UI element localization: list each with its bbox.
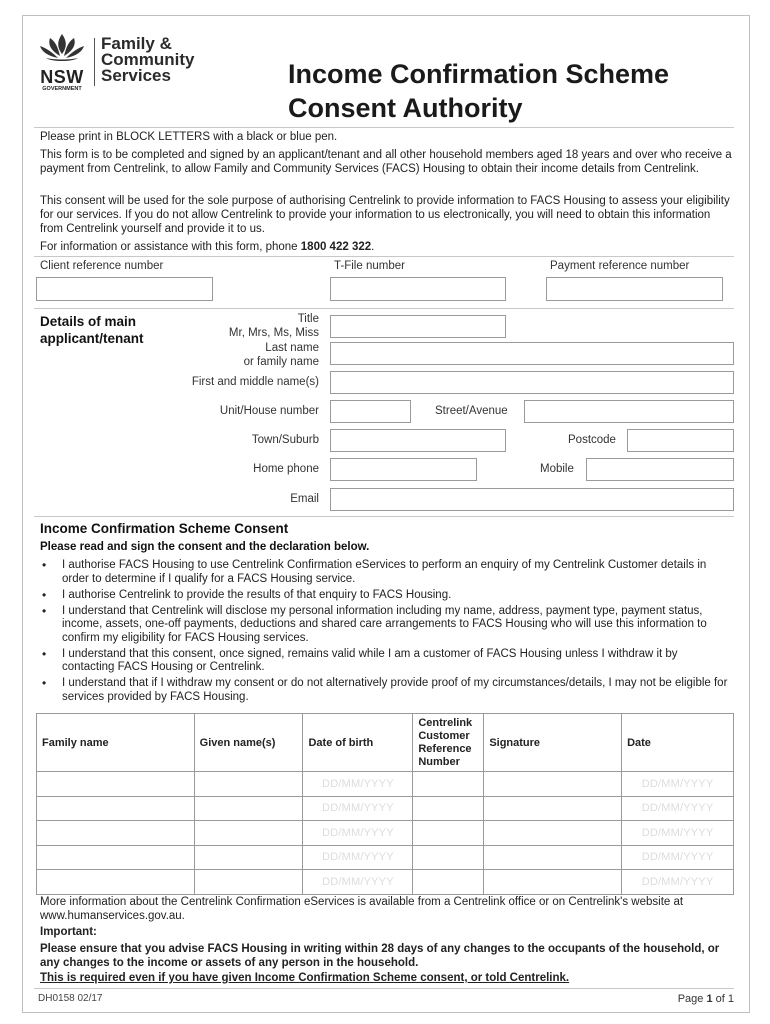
crn-cell[interactable] [413, 796, 484, 821]
crn-cell[interactable] [413, 845, 484, 870]
col-crn: Centrelink Customer Reference Number [413, 714, 484, 772]
col-date-of-birth: Date of birth [303, 714, 413, 772]
list-item: • I understand that Centrelink will disclose my personal information including my name, address, payment type, payment status, income, assets, one-off payments, deductions and shared care arrangements to FACS Housing who will use this information to confirm my eligibility for FACS Housing services. [40, 605, 732, 646]
family-name-cell[interactable] [37, 796, 195, 821]
postcode-input[interactable] [627, 429, 734, 452]
tfile-input[interactable] [330, 277, 506, 301]
form-title: Income Confirmation Scheme Consent Authority [288, 59, 670, 123]
col-family-name: Family name [37, 714, 195, 772]
details-heading: Details of main applicant/tenant [40, 314, 144, 346]
signature-cell[interactable] [484, 845, 622, 870]
date-cell[interactable]: DD/MM/YYYY [622, 845, 734, 870]
table-row [37, 772, 734, 797]
unit-input[interactable] [330, 400, 411, 423]
email-input[interactable] [330, 488, 734, 511]
unit-label: Unit/House number [219, 405, 319, 417]
important-label: Important: [40, 926, 97, 938]
given-names-cell[interactable] [194, 870, 303, 895]
town-label: Town/Suburb [251, 434, 319, 446]
sole-purpose-text: This consent will be used for the sole purpose of authorising Centrelink to provide information to FACS Housing to assess your eligibility for our services. If you do not allow Centrelink to provide your information to us electronically, you will need to obtain this information from Centrelink yourself and provide it to us. [40, 195, 730, 235]
government-wordmark: GOVERNMENT [42, 86, 82, 92]
mobile-input[interactable] [586, 458, 734, 481]
nsw-logo [36, 32, 88, 92]
family-name-cell[interactable] [37, 821, 195, 846]
signature-cell[interactable] [484, 870, 622, 895]
crn-cell[interactable] [413, 772, 484, 797]
home-phone-input[interactable] [330, 458, 477, 481]
first-names-input[interactable] [330, 371, 734, 394]
payment-ref-input[interactable] [546, 277, 723, 301]
col-signature: Signature [484, 714, 622, 772]
client-ref-input[interactable] [36, 277, 213, 301]
consent-bullets [40, 559, 732, 707]
table-row [37, 845, 734, 870]
list-item: • I understand that this consent, once signed, remains valid while I am a customer of FACS Housing unless I withdraw it by contacting FACS Housing or Centrelink. [40, 648, 732, 675]
home-phone-label: Home phone [253, 463, 319, 475]
dob-cell[interactable]: DD/MM/YYYY [303, 821, 413, 846]
ensure-text: Please ensure that you advise FACS Housing in writing within 28 days of any changes to the occupants of the household, or any changes to the income or assets of any person in the household. [40, 943, 720, 969]
tfile-label: T-File number [334, 260, 405, 272]
page-number: Page 1 of 1 [677, 993, 734, 1005]
agency-name: Family & Community Services [101, 34, 195, 85]
divider [34, 308, 734, 309]
crn-cell[interactable] [413, 821, 484, 846]
divider [34, 127, 734, 128]
first-names-label: First and middle name(s) [191, 376, 319, 388]
mobile-label: Mobile [540, 463, 574, 475]
consent-subheading: Please read and sign the consent and the declaration below. [40, 541, 370, 553]
list-item: • I authorise Centrelink to provide the results of that enquiry to FACS Housing. [40, 589, 732, 603]
phone-number: 1800 422 322 [300, 241, 372, 253]
list-item: • I understand that if I withdraw my consent or do not alternatively provide proof of my circumstances/details, I may not be eligible for services provided by FACS Housing. [40, 677, 732, 704]
family-name-cell[interactable] [37, 845, 195, 870]
dob-cell[interactable]: DD/MM/YYYY [303, 845, 413, 870]
given-names-cell[interactable] [194, 821, 303, 846]
town-input[interactable] [330, 429, 506, 452]
info-text: For information or assistance with this form, phone 1800 422 322. [40, 241, 375, 253]
table-row [37, 870, 734, 895]
form-code: DH0158 02/17 [38, 993, 103, 1004]
dob-cell[interactable]: DD/MM/YYYY [303, 772, 413, 797]
last-name-input[interactable] [330, 342, 734, 365]
given-names-cell[interactable] [194, 772, 303, 797]
postcode-label: Postcode [568, 434, 616, 446]
list-item: • I authorise FACS Housing to use Centrelink Confirmation eServices to perform an enquiry of my Centrelink Customer details in order to determine if I qualify for a FACS Housing service. [40, 559, 732, 586]
date-cell[interactable]: DD/MM/YYYY [622, 772, 734, 797]
required-text: This is required even if you have given Income Confirmation Scheme consent, or told Centrelink. [40, 972, 570, 984]
dob-cell[interactable]: DD/MM/YYYY [303, 796, 413, 821]
date-cell[interactable]: DD/MM/YYYY [622, 821, 734, 846]
last-name-label: Last name or family name [243, 342, 319, 368]
signature-table [36, 713, 734, 895]
divider [34, 256, 734, 257]
client-ref-label: Client reference number [40, 260, 164, 272]
table-header-row [37, 714, 734, 772]
table-row [37, 796, 734, 821]
signature-cell[interactable] [484, 772, 622, 797]
divider [34, 516, 734, 517]
table-row [37, 821, 734, 846]
family-name-cell[interactable] [37, 772, 195, 797]
signature-cell[interactable] [484, 821, 622, 846]
email-label: Email [290, 493, 319, 505]
date-cell[interactable]: DD/MM/YYYY [622, 870, 734, 895]
street-label: Street/Avenue [435, 405, 508, 417]
more-info-text: More information about the Centrelink Confirmation eServices is available from a Centrelink office or on Centrelink's website at www.humanservices.gov.au. [40, 896, 684, 922]
title-label: Title Mr, Mrs, Ms, Miss [228, 313, 319, 339]
crn-cell[interactable] [413, 870, 484, 895]
dob-cell[interactable]: DD/MM/YYYY [303, 870, 413, 895]
logo-divider [94, 38, 95, 86]
col-given-names: Given name(s) [194, 714, 303, 772]
signature-cell[interactable] [484, 796, 622, 821]
waratah-icon [36, 32, 88, 64]
nsw-wordmark: NSW [40, 67, 84, 87]
family-name-cell[interactable] [37, 870, 195, 895]
given-names-cell[interactable] [194, 796, 303, 821]
divider [34, 988, 734, 989]
given-names-cell[interactable] [194, 845, 303, 870]
col-date: Date [622, 714, 734, 772]
block-letters-note: Please print in BLOCK LETTERS with a black or blue pen. [40, 131, 338, 143]
payment-ref-label: Payment reference number [550, 260, 690, 272]
purpose-text: This form is to be completed and signed by an applicant/tenant and all other household members aged 18 years and over who receive a payment from Centrelink, to allow Family and Community Services (FACS) Housing to obtain their income details from Centrelink. [40, 149, 732, 175]
title-input[interactable] [330, 315, 506, 338]
date-cell[interactable]: DD/MM/YYYY [622, 796, 734, 821]
consent-heading: Income Confirmation Scheme Consent [40, 521, 289, 536]
street-input[interactable] [524, 400, 734, 423]
